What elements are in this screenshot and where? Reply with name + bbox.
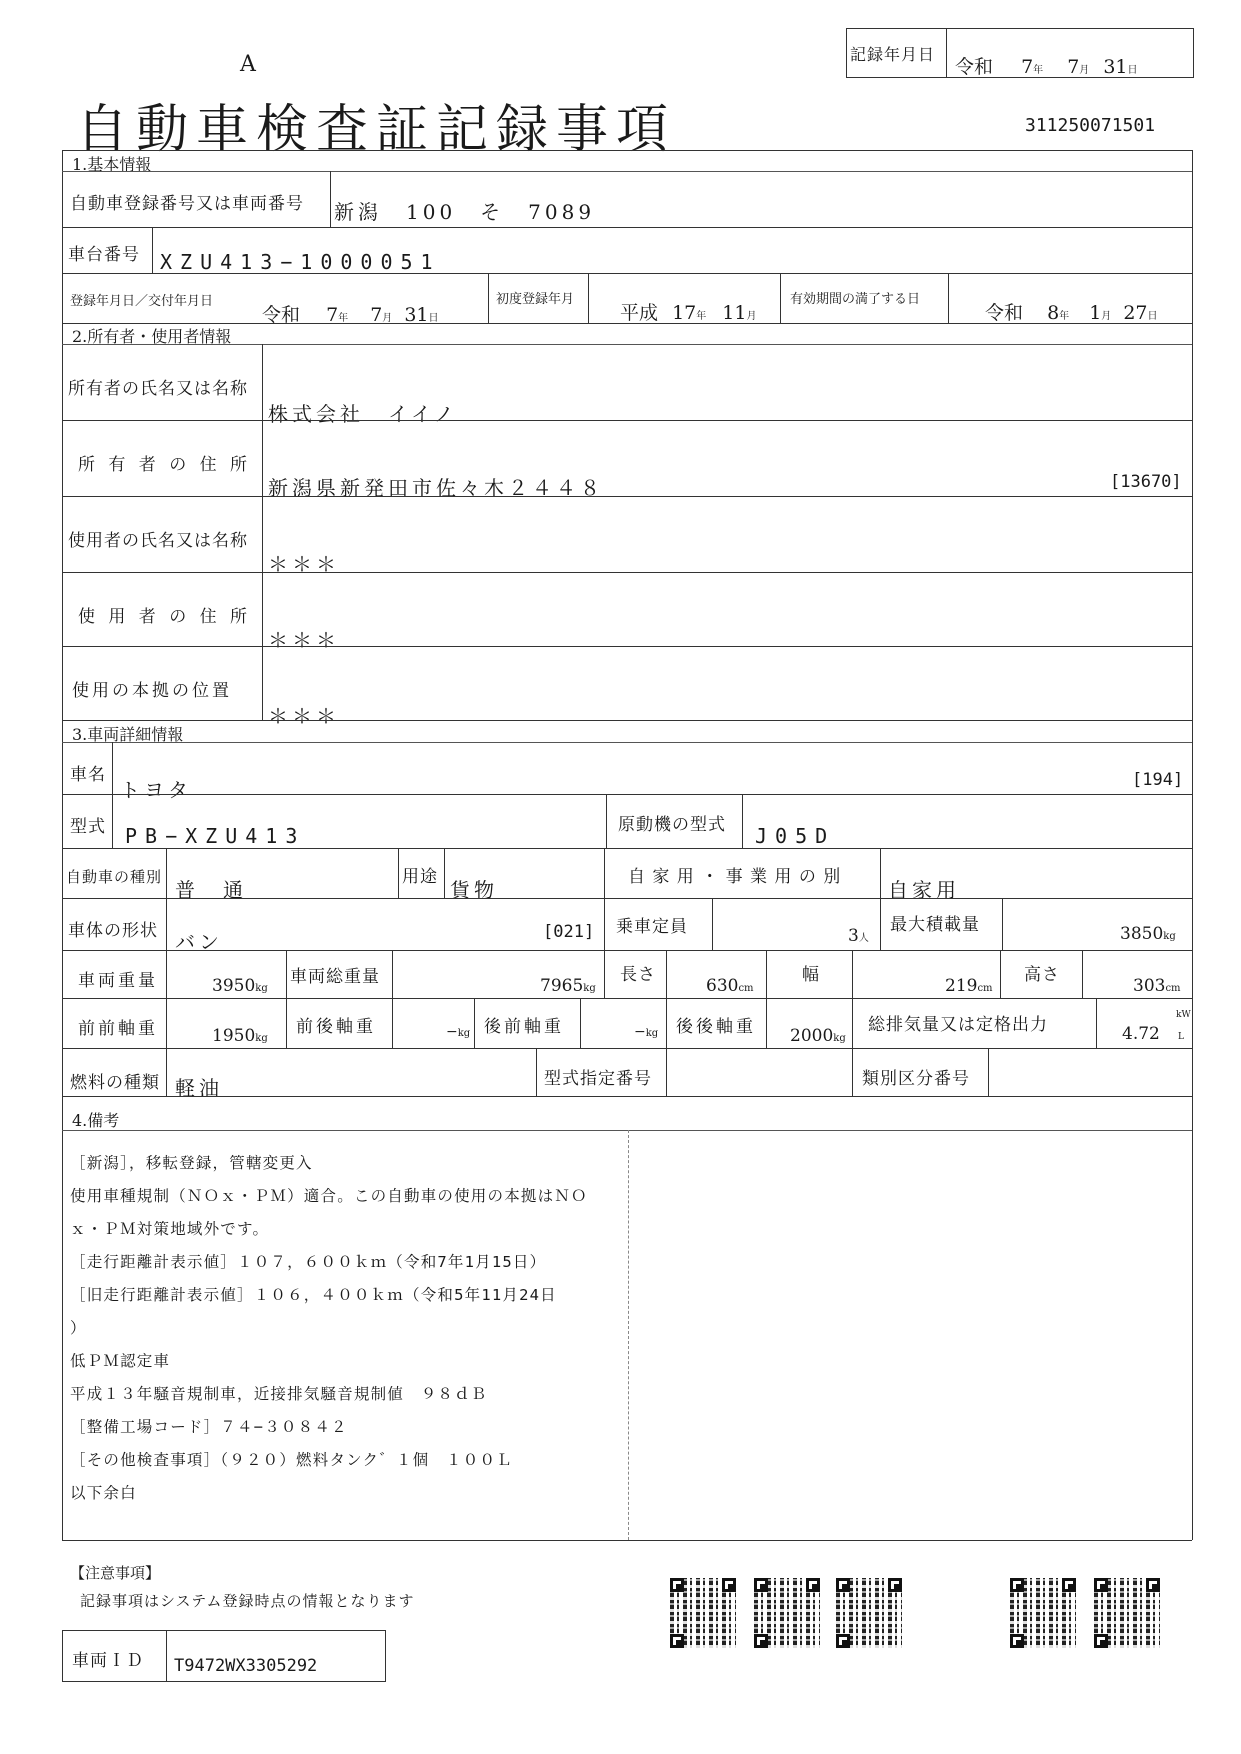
- vehicle-id-label: 車両ＩＤ: [72, 1651, 144, 1671]
- max-load-value: 3850kg: [1120, 924, 1176, 944]
- rear-front-axle-label: 後前軸重: [484, 1017, 564, 1037]
- length-value: 630cm: [706, 976, 754, 996]
- fuel-type-value: 軽油: [175, 1076, 223, 1100]
- width-value: 219cm: [945, 976, 993, 996]
- remarks-line: ［新潟］，移転登録，管轄変更入: [70, 1153, 313, 1172]
- owner-name-label: 所有者の氏名又は名称: [68, 379, 248, 399]
- capacity-value: 3人: [848, 926, 869, 946]
- remarks-line: ［旧走行距離計表示値］１０６，４００ｋｍ（令和5年11月24日: [70, 1285, 557, 1304]
- qr-code-icon: [1010, 1578, 1076, 1648]
- vehicle-kind-label: 自動車の種別: [66, 868, 163, 886]
- private-business-label: 自 家 用 ・ 事 業 用 の 別: [628, 867, 842, 887]
- qr-code-icon: [836, 1578, 902, 1648]
- registration-number-value: 新潟 100 そ 7089: [334, 200, 596, 224]
- model-value: PB−XZU413: [125, 824, 306, 848]
- model-label: 型式: [70, 817, 106, 837]
- use-label: 用途: [402, 867, 438, 887]
- vehicle-weight-value: 3950kg: [212, 976, 268, 996]
- vehicle-id-value: T9472WX3305292: [174, 1656, 318, 1676]
- front-front-axle-value: 1950kg: [212, 1026, 268, 1046]
- owner-address-label: 所 有 者 の 住 所: [78, 455, 252, 475]
- record-date-label: 記録年月日: [850, 45, 936, 64]
- remarks-line: 使用車種規制（ＮＯｘ・ＰＭ）適合。この自動車の使用の本拠はＮＯ: [70, 1186, 588, 1205]
- displacement-label: 総排気量又は定格出力: [868, 1015, 1048, 1035]
- use-value: 貨物: [450, 878, 498, 902]
- front-rear-axle-label: 前後軸重: [296, 1017, 376, 1037]
- user-address-label: 使 用 者 の 住 所: [78, 607, 252, 627]
- remarks-line: ｘ・ＰＭ対策地域外です。: [70, 1219, 270, 1238]
- width-label: 幅: [802, 965, 820, 985]
- remarks-text: [70, 1138, 588, 1518]
- remarks-line: 平成１３年騒音規制車，近接排気騒音規制値 ９８ｄＢ: [70, 1384, 488, 1403]
- document-number: 311250071501: [1025, 115, 1156, 136]
- body-shape-value: バン: [175, 930, 223, 954]
- remarks-line: 低ＰＭ認定車: [70, 1351, 171, 1370]
- owner-address-value: 新潟県新発田市佐々木２４４８: [268, 476, 604, 500]
- registration-number-label: 自動車登録番号又は車両番号: [70, 194, 304, 214]
- length-label: 長さ: [620, 965, 656, 985]
- first-registration-label: 初度登録年月: [496, 292, 575, 307]
- qr-code-icon: [754, 1578, 820, 1648]
- remarks-line: ［その他検査事項］（９２０）燃料タンク゛１個 １００Ｌ: [70, 1450, 513, 1469]
- height-label: 高さ: [1024, 965, 1060, 985]
- vehicle-kind-value: 普 通: [175, 878, 247, 902]
- qr-code-icon: [670, 1578, 736, 1648]
- vehicle-weight-label: 車両重量: [78, 971, 158, 991]
- engine-type-value: J05D: [755, 824, 836, 848]
- private-business-value: 自家用: [888, 878, 960, 902]
- remarks-line: ［整備工場コード］７４−３０８４２: [70, 1417, 348, 1436]
- engine-type-label: 原動機の型式: [618, 815, 726, 835]
- owner-address-code: [13670]: [1110, 472, 1182, 492]
- height-value: 303cm: [1133, 976, 1181, 996]
- gross-weight-value: 7965kg: [540, 976, 596, 996]
- rear-rear-axle-value: 2000kg: [790, 1026, 846, 1046]
- chassis-number-value: XZU413−1000051: [160, 250, 441, 274]
- type-designation-label: 型式指定番号: [544, 1069, 652, 1089]
- document-mark: A: [240, 52, 256, 77]
- registration-date-label: 登録年月日／交付年月日: [70, 294, 214, 309]
- first-registration-value: 平成 17年 11月: [620, 302, 757, 324]
- section-basic-info: 1.基本情報: [72, 155, 152, 174]
- gross-weight-label: 車両総重量: [290, 967, 380, 987]
- user-name-value: ＊＊＊: [268, 552, 340, 576]
- front-rear-axle-value: −kg: [446, 1024, 471, 1040]
- remarks-line: ［走行距離計表示値］１０７，６００ｋｍ（令和7年1月15日）: [70, 1252, 547, 1271]
- base-location-label: 使用の本拠の位置: [72, 681, 232, 701]
- qr-code-icon: [1094, 1578, 1160, 1648]
- registration-date-value: 令和 7年 7月 31日: [262, 304, 439, 326]
- user-address-value: ＊＊＊: [268, 628, 340, 652]
- section-vehicle-details: 3.車両詳細情報: [72, 725, 184, 744]
- remarks-line: 以下余白: [70, 1483, 137, 1502]
- make-code: [194]: [1132, 770, 1184, 790]
- base-location-value: ＊＊＊: [268, 704, 340, 728]
- displacement-unit-l: L: [1178, 1032, 1184, 1042]
- rear-front-axle-value: −kg: [634, 1024, 659, 1040]
- expiry-date-value: 令和 8年 1月 27日: [985, 302, 1158, 324]
- chassis-number-label: 車台番号: [68, 245, 140, 265]
- record-date-value: 令和 7年 7月 31日: [955, 56, 1138, 78]
- class-number-label: 類別区分番号: [862, 1069, 970, 1089]
- make-value: トヨタ: [120, 778, 192, 802]
- capacity-label: 乗車定員: [616, 917, 688, 937]
- user-name-label: 使用者の氏名又は名称: [68, 531, 248, 551]
- section-remarks: 4.備考: [72, 1111, 120, 1130]
- owner-name-value: 株式会社 イイノ: [268, 402, 458, 426]
- displacement-unit-kw: kW: [1176, 1010, 1191, 1020]
- displacement-value: 4.72: [1122, 1024, 1160, 1044]
- body-shape-label: 車体の形状: [68, 921, 158, 941]
- front-front-axle-label: 前前軸重: [78, 1019, 158, 1039]
- max-load-label: 最大積載量: [890, 915, 980, 935]
- notice-text: 記録事項はシステム登録時点の情報となります: [80, 1592, 415, 1610]
- section-owner-info: 2.所有者・使用者情報: [72, 327, 232, 346]
- make-label: 車名: [70, 765, 106, 785]
- remarks-line: ）: [70, 1318, 87, 1337]
- rear-rear-axle-label: 後後軸重: [676, 1017, 756, 1037]
- page-title: 自動車検査証記録事項: [76, 100, 677, 160]
- fuel-type-label: 燃料の種類: [70, 1073, 160, 1093]
- notice-title: 【注意事項】: [70, 1564, 161, 1582]
- body-shape-code: [021]: [543, 922, 595, 942]
- expiry-date-label: 有効期間の満了する日: [790, 292, 921, 307]
